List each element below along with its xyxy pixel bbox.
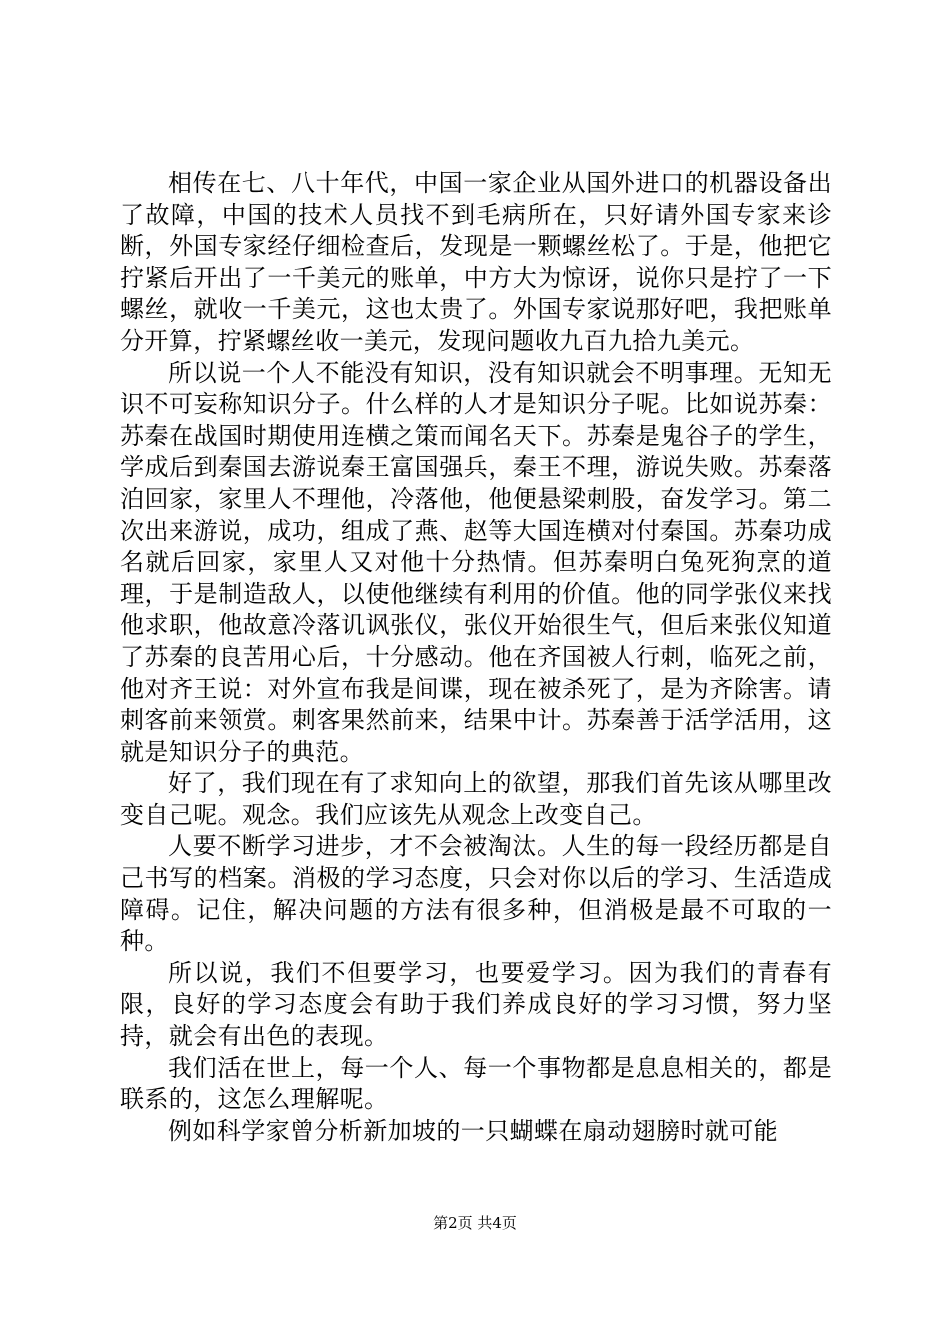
paragraph-1: 相传在七、八十年代，中国一家企业从国外进口的机器设备出了故障，中国的技术人员找不到毛病所在，只好请外国专家来诊断，外国专家经仔细检查后，发现是一颗螺丝松了。于是，他把它拧紧后开出了一千美元的账单，中方大为惊讶，说你只是拧了一下螺丝，就收一千美元，这也太贵了。外国专家说那好吧，我把账单分开算，拧紧螺丝收一美元，发现问题收九百九拾九美元。 [120, 169, 832, 355]
paragraph-2: 所以说一个人不能没有知识，没有知识就会不明事理。无知无识不可妄称知识分子。什么样的人才是知识分子呢。比如说苏秦：苏秦在战国时期使用连横之策而闻名天下。苏秦是鬼谷子的学生，学成后到秦国去游说秦王富国强兵，秦王不理，游说失败。苏秦落泊回家，家里人不理他，冷落他，他便悬梁刺股，奋发学习。第二次出来游说，成功，组成了燕、赵等大国连横对付秦国。苏秦功成名就后回家，家里人又对他十分热情。但苏秦明白兔死狗烹的道理，于是制造敌人，以使他继续有利用的价值。他的同学张仪来找他求职，他故意冷落讥讽张仪，张仪开始很生气，但后来张仪知道了苏秦的良苦用心后，十分感动。他在齐国被人行刺，临死之前，他对齐王说：对外宣布我是间谍，现在被杀死了，是为齐除害。请刺客前来领赏。刺客果然前来，结果中计。苏秦善于活学活用，这就是知识分子的典范。 [120, 358, 832, 766]
document-body [120, 168, 832, 1147]
paragraph-3: 好了，我们现在有了求知向上的欲望，那我们首先该从哪里改变自己呢。观念。我们应该先从观念上改变自己。 [120, 769, 832, 829]
paragraph-7: 例如科学家曾分析新加坡的一只蝴蝶在扇动翅膀时就可能 [168, 1116, 778, 1145]
page-number-footer: 第2页 共4页 [433, 1214, 517, 1232]
paragraph-6: 我们活在世上，每一个人、每一个事物都是息息相关的，都是联系的，这怎么理解呢。 [120, 1053, 832, 1114]
paragraph-4: 人要不断学习进步，才不会被淘汰。人生的每一段经历都是自己书写的档案。消极的学习态度，只会对你以后的学习、生活造成障碍。记住，解决问题的方法有很多种，但消极是最不可取的一种。 [120, 832, 832, 956]
paragraph-5: 所以说，我们不但要学习，也要爱学习。因为我们的青春有限，良好的学习态度会有助于我们养成良好的学习习惯，努力坚持，就会有出色的表现。 [120, 958, 832, 1051]
